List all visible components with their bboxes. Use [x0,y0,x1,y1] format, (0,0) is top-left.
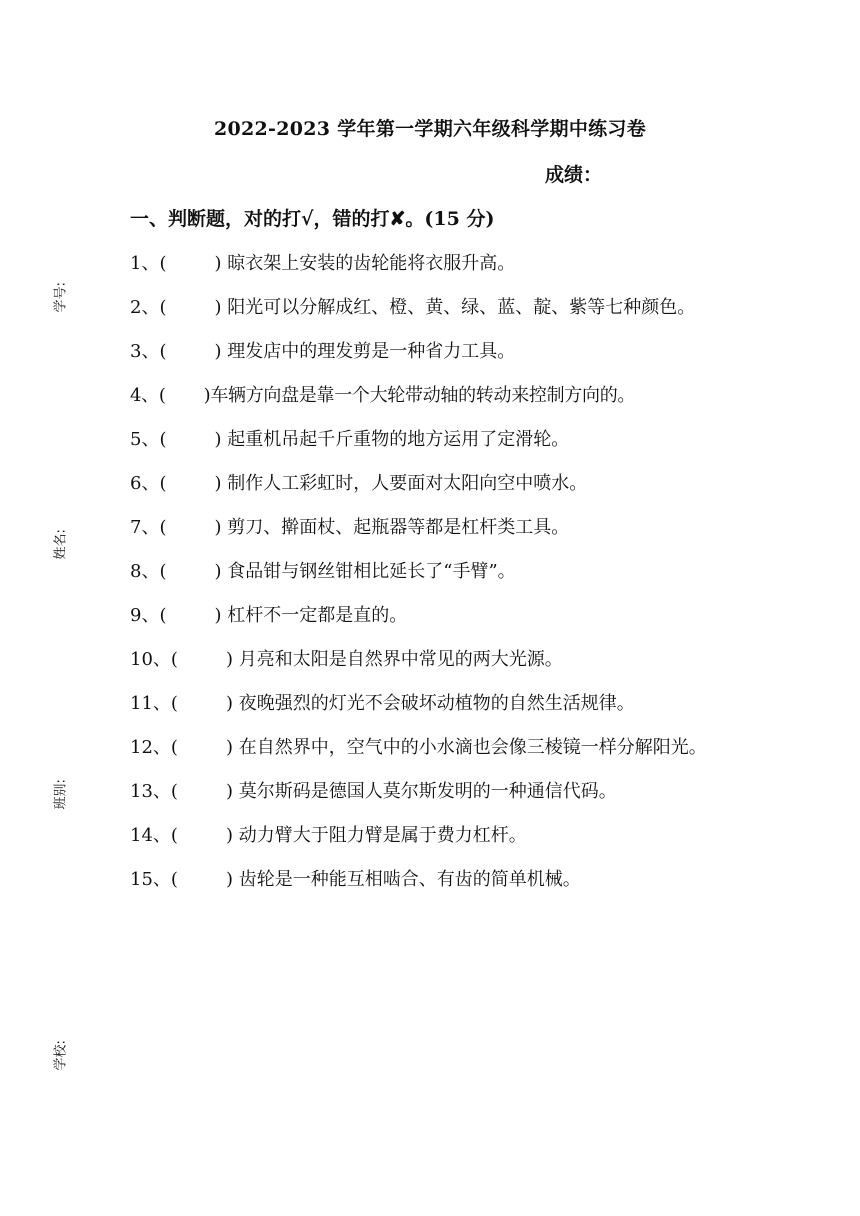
question-item [130,418,740,462]
question-item [130,462,740,506]
question-text: 杠杆不一定都是直的。 [227,605,408,626]
question-close-paren: ) [225,825,233,846]
page-title: 2022-2023 学年第一学期六年级科学期中练习卷 [213,118,647,140]
school-label: 学校: [53,1040,69,1071]
question-number: 6、( [130,473,167,494]
question-number: 4、( [130,385,166,406]
question-item [130,638,740,682]
question-text: 制作人工彩虹时，人要面对太阳向空中喷水。 [227,473,588,494]
question-close-paren: ) [225,869,233,890]
student-number-label: 学号: [53,282,69,313]
question-number: 7、( [130,517,167,538]
question-item [130,550,740,594]
question-number: 1、( [130,253,167,274]
question-number: 13、( [130,781,178,802]
question-item [130,770,740,814]
question-close-paren: ) [214,561,222,582]
question-text: 夜晚强烈的灯光不会破坏动植物的自然生活规律。 [238,693,635,714]
question-text: 月亮和太阳是自然界中常见的两大光源。 [238,649,563,670]
question-close-paren: ) [214,429,222,450]
question-item [130,726,740,770]
question-text: 晾衣架上安装的齿轮能将衣服升高。 [227,253,516,274]
question-number: 2、( [130,297,167,318]
question-number: 15、( [130,869,178,890]
question-number: 8、( [130,561,167,582]
class-label: 班别: [53,779,69,810]
question-number: 12、( [130,737,178,758]
question-item [130,330,740,374]
question-text: 理发店中的理发剪是一种省力工具。 [227,341,516,362]
question-text: 阳光可以分解成红、橙、黄、绿、蓝、靛、紫等七种颜色。 [227,297,696,318]
question-close-paren: ) [214,341,222,362]
question-item [130,286,740,330]
question-close-paren: ) [225,649,233,670]
question-number: 3、( [130,341,167,362]
question-text: 食品钳与钢丝钳相比延长了“手臂”。 [227,561,516,582]
question-close-paren: ) [203,385,211,406]
question-item [130,506,740,550]
question-close-paren: ) [214,517,222,538]
question-text: 车辆方向盘是靠一个大轮带动轴的转动来控制方向的。 [210,385,636,406]
question-close-paren: ) [214,297,222,318]
question-close-paren: ) [225,737,233,758]
question-text: 在自然界中，空气中的小水滴也会像三棱镜一样分解阳光。 [238,737,707,758]
score-label: 成绩： [545,164,603,186]
question-item [130,682,740,726]
question-close-paren: ) [214,605,222,626]
question-close-paren: ) [225,693,233,714]
question-item [130,814,740,858]
question-number: 14、( [130,825,178,846]
name-label: 姓名: [53,529,69,560]
section-heading: 一、判断题，对的打√，错的打✘。(15 分) [130,208,495,230]
question-text: 齿轮是一种能互相啮合、有齿的简单机械。 [238,869,581,890]
question-text: 起重机吊起千斤重物的地方运用了定滑轮。 [227,429,570,450]
question-item [130,594,740,638]
question-item [130,374,740,418]
question-text: 动力臂大于阻力臂是属于费力杠杆。 [238,825,527,846]
question-item [130,242,740,286]
question-text: 莫尔斯码是德国人莫尔斯发明的一种通信代码。 [238,781,617,802]
question-close-paren: ) [225,781,233,802]
question-number: 11、( [130,693,178,714]
question-item [130,858,740,902]
question-close-paren: ) [214,253,222,274]
question-number: 10、( [130,649,178,670]
question-number: 9、( [130,605,167,626]
question-text: 剪刀、擀面杖、起瓶器等都是杠杆类工具。 [227,517,570,538]
question-list [130,242,740,902]
question-close-paren: ) [214,473,222,494]
question-number: 5、( [130,429,167,450]
